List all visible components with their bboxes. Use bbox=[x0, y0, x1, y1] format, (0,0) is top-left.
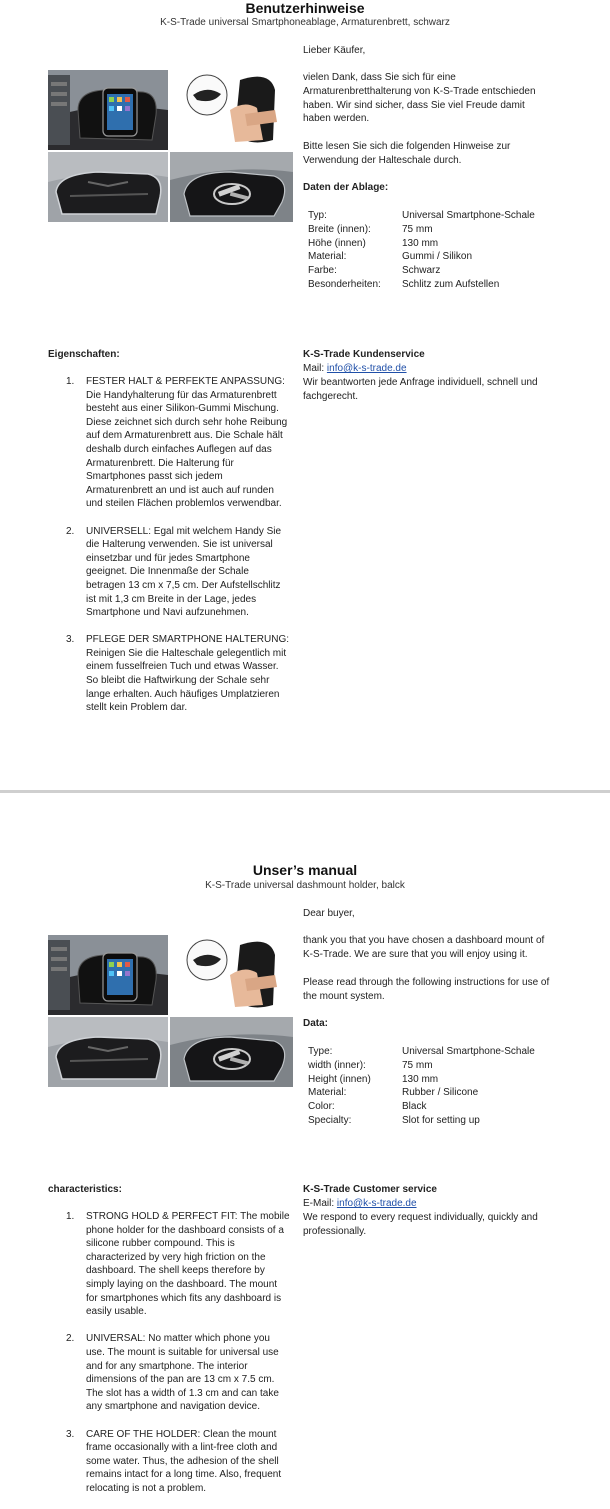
photo-hand-holding-mount bbox=[185, 70, 293, 150]
list-item bbox=[66, 1332, 290, 1414]
spec-table bbox=[308, 1045, 535, 1128]
list-item bbox=[66, 375, 290, 511]
spec-value: Rubber / Silicone bbox=[402, 1087, 479, 1099]
item-number: 2. bbox=[66, 525, 75, 537]
spec-row bbox=[308, 1045, 535, 1059]
spec-key: Höhe (innen) bbox=[308, 237, 366, 249]
item-number: 3. bbox=[66, 1428, 75, 1440]
features-list bbox=[66, 1210, 290, 1509]
mail-label: E-Mail: bbox=[303, 1198, 337, 1209]
spec-row bbox=[308, 237, 535, 251]
page-subtitle: K-S-Trade universal dashmount holder, balck bbox=[205, 880, 405, 891]
spec-value: Black bbox=[402, 1101, 427, 1113]
features-list bbox=[66, 375, 290, 728]
photo-mount-with-keys bbox=[170, 152, 293, 222]
item-text: UNIVERSAL: No matter which phone you use. The mount is suitable for universal use and for any smartphone. The interior dimensions of the pan are 13 cm x 7.5 cm. The slot has a width of 1.3 cm and can take any smartphone and navigation device. bbox=[86, 1333, 279, 1413]
mail-link[interactable]: info@k-s-trade.de bbox=[326, 363, 407, 374]
spec-value: 75 mm bbox=[402, 1059, 433, 1071]
service-text: Wir beantworten jede Anfrage individuell, schnell und fachgerecht. bbox=[303, 377, 538, 402]
spec-value: Slot for setting up bbox=[402, 1114, 480, 1126]
spec-key: Color: bbox=[308, 1101, 335, 1113]
spec-key: Specialty: bbox=[308, 1114, 352, 1126]
spec-value: Universal Smartphone-Schale bbox=[402, 1046, 535, 1057]
spec-value: Universal Smartphone-Schale bbox=[402, 210, 535, 221]
service-mail-line bbox=[303, 362, 407, 376]
item-number: 1. bbox=[66, 376, 75, 387]
page-title: Unser’s manual bbox=[252, 862, 358, 878]
spec-key: Typ: bbox=[308, 210, 327, 221]
spec-value: Gummi / Silikon bbox=[402, 251, 473, 263]
features-heading: Eigenschaften: bbox=[48, 349, 120, 360]
photo-mount-with-keys bbox=[170, 1017, 293, 1087]
spec-table bbox=[308, 209, 535, 292]
item-text: STRONG HOLD & PERFECT FIT: The mobile phone holder for the dashboard consists of a silicone rubber compound. This is characterized by very high friction on the dashboard. The shell keeps therefore by simply laying on the dashboard. The mount for smartphones which fits any dashboard is easily usable. bbox=[86, 1211, 290, 1318]
photo-phone-on-mount bbox=[48, 935, 168, 1015]
item-number: 1. bbox=[66, 1211, 75, 1222]
page-subtitle: K-S-Trade universal Smartphoneablage, Armaturenbrett, schwarz bbox=[160, 17, 450, 28]
spec-heading: Daten der Ablage: bbox=[303, 182, 389, 193]
spec-row bbox=[308, 223, 535, 237]
list-item bbox=[66, 1428, 290, 1496]
photo-empty-mount-dashboard bbox=[48, 1017, 168, 1087]
item-number: 2. bbox=[66, 1333, 75, 1345]
spec-value: Schwarz bbox=[402, 265, 441, 277]
page-english bbox=[0, 793, 610, 1500]
spec-key: Height (innen) bbox=[308, 1073, 371, 1085]
service-mail-line bbox=[303, 1197, 417, 1211]
spec-row bbox=[308, 1114, 535, 1128]
item-text: PFLEGE DER SMARTPHONE HALTERUNG: Reinigen Sie die Halteschale gelegentlich mit einem fusselfreien Tuch und etwas Wasser. So bleibt die Haftwirkung der Schale sehr lange erhalten. Auch häufiges Umplatzieren stellt kein Problem dar. bbox=[86, 634, 289, 714]
spec-key: Material: bbox=[308, 251, 347, 263]
instructions-paragraph: Please read through the following instructions for use of the mount system. bbox=[303, 977, 550, 1002]
spec-value: Schlitz zum Aufstellen bbox=[402, 278, 500, 290]
spec-row bbox=[308, 1059, 535, 1073]
instructions-paragraph: Bitte lesen Sie sich die folgenden Hinweise zur Verwendung der Halteschale durch. bbox=[303, 141, 511, 166]
product-photos bbox=[48, 70, 293, 222]
spec-row bbox=[308, 1086, 535, 1100]
intro-paragraph: vielen Dank, dass Sie sich für eine Armaturenbretthalterung von K-S-Trade entschieden haben. Wir sind sicher, dass Sie viel Freude damit haben werden. bbox=[303, 72, 536, 125]
spec-row bbox=[308, 1073, 535, 1087]
product-photos bbox=[48, 935, 293, 1087]
service-text: We respond to every request individually, quickly and professionally. bbox=[303, 1212, 538, 1237]
photo-phone-on-mount bbox=[48, 70, 168, 150]
spec-key: width (inner): bbox=[308, 1059, 366, 1071]
spec-row bbox=[308, 1100, 535, 1114]
service-heading: K-S-Trade Kundenservice bbox=[303, 349, 425, 360]
greeting: Dear buyer, bbox=[303, 908, 355, 919]
spec-value: 130 mm bbox=[402, 237, 439, 249]
list-item bbox=[66, 633, 290, 715]
features-heading: characteristics: bbox=[48, 1184, 122, 1195]
photo-empty-mount-dashboard bbox=[48, 152, 168, 222]
greeting: Lieber Käufer, bbox=[303, 45, 366, 56]
spec-row bbox=[308, 264, 535, 278]
spec-key: Besonderheiten: bbox=[308, 278, 381, 290]
spec-key: Material: bbox=[308, 1087, 347, 1099]
mail-label: Mail: bbox=[303, 363, 327, 374]
spec-row bbox=[308, 209, 535, 223]
intro-paragraph: thank you that you have chosen a dashboard mount of K-S-Trade. We are sure that you will enjoy using it. bbox=[303, 935, 545, 960]
spec-value: 75 mm bbox=[402, 223, 433, 235]
spec-heading: Data: bbox=[303, 1018, 329, 1029]
spec-key: Breite (innen): bbox=[308, 223, 371, 235]
spec-row bbox=[308, 250, 535, 264]
mail-link[interactable]: info@k-s-trade.de bbox=[336, 1198, 417, 1209]
spec-key: Type: bbox=[308, 1046, 333, 1057]
item-text: FESTER HALT & PERFEKTE ANPASSUNG: Die Handyhalterung für das Armaturenbrett besteht aus einer Silikon-Gummi Mischung. Diese zeichnet sich durch sehr hohe Reibung auf dem Armaturenbrett aus. Die Schale hält deshalb durch einfaches Auflegen auf das Armaturenbrett. Die Halterung für Smartphones passt sich jedem Armaturenbrett an und ist auch auf runden und steilen Flächen problemlos verwendbar. bbox=[86, 376, 288, 510]
item-number: 3. bbox=[66, 634, 75, 646]
spec-row bbox=[308, 278, 535, 292]
service-heading: K-S-Trade Customer service bbox=[303, 1184, 437, 1195]
spec-key: Farbe: bbox=[308, 265, 337, 277]
item-text: UNIVERSELL: Egal mit welchem Handy Sie die Halterung verwenden. Sie ist universal einsetzbar und für jedes Smartphone geeignet. Die Innenmaße der Schale betragen 13 cm x 7,5 cm. Der Aufstellschlitz ist mit 1,3 cm Breite in der Lage, jedes Smartphone und Navi aufzunehmen. bbox=[86, 525, 282, 619]
list-item bbox=[66, 525, 290, 620]
list-item bbox=[66, 1210, 290, 1319]
photo-hand-holding-mount bbox=[185, 935, 293, 1015]
page-title: Benutzerhinweise bbox=[245, 0, 365, 16]
spec-value: 130 mm bbox=[402, 1073, 439, 1085]
item-text: CARE OF THE HOLDER: Clean the mount frame occasionally with a lint-free cloth and some water. Thus, the adhesion of the shell remains intact for a long time. Also, frequent relocating is not a problem. bbox=[86, 1428, 282, 1494]
